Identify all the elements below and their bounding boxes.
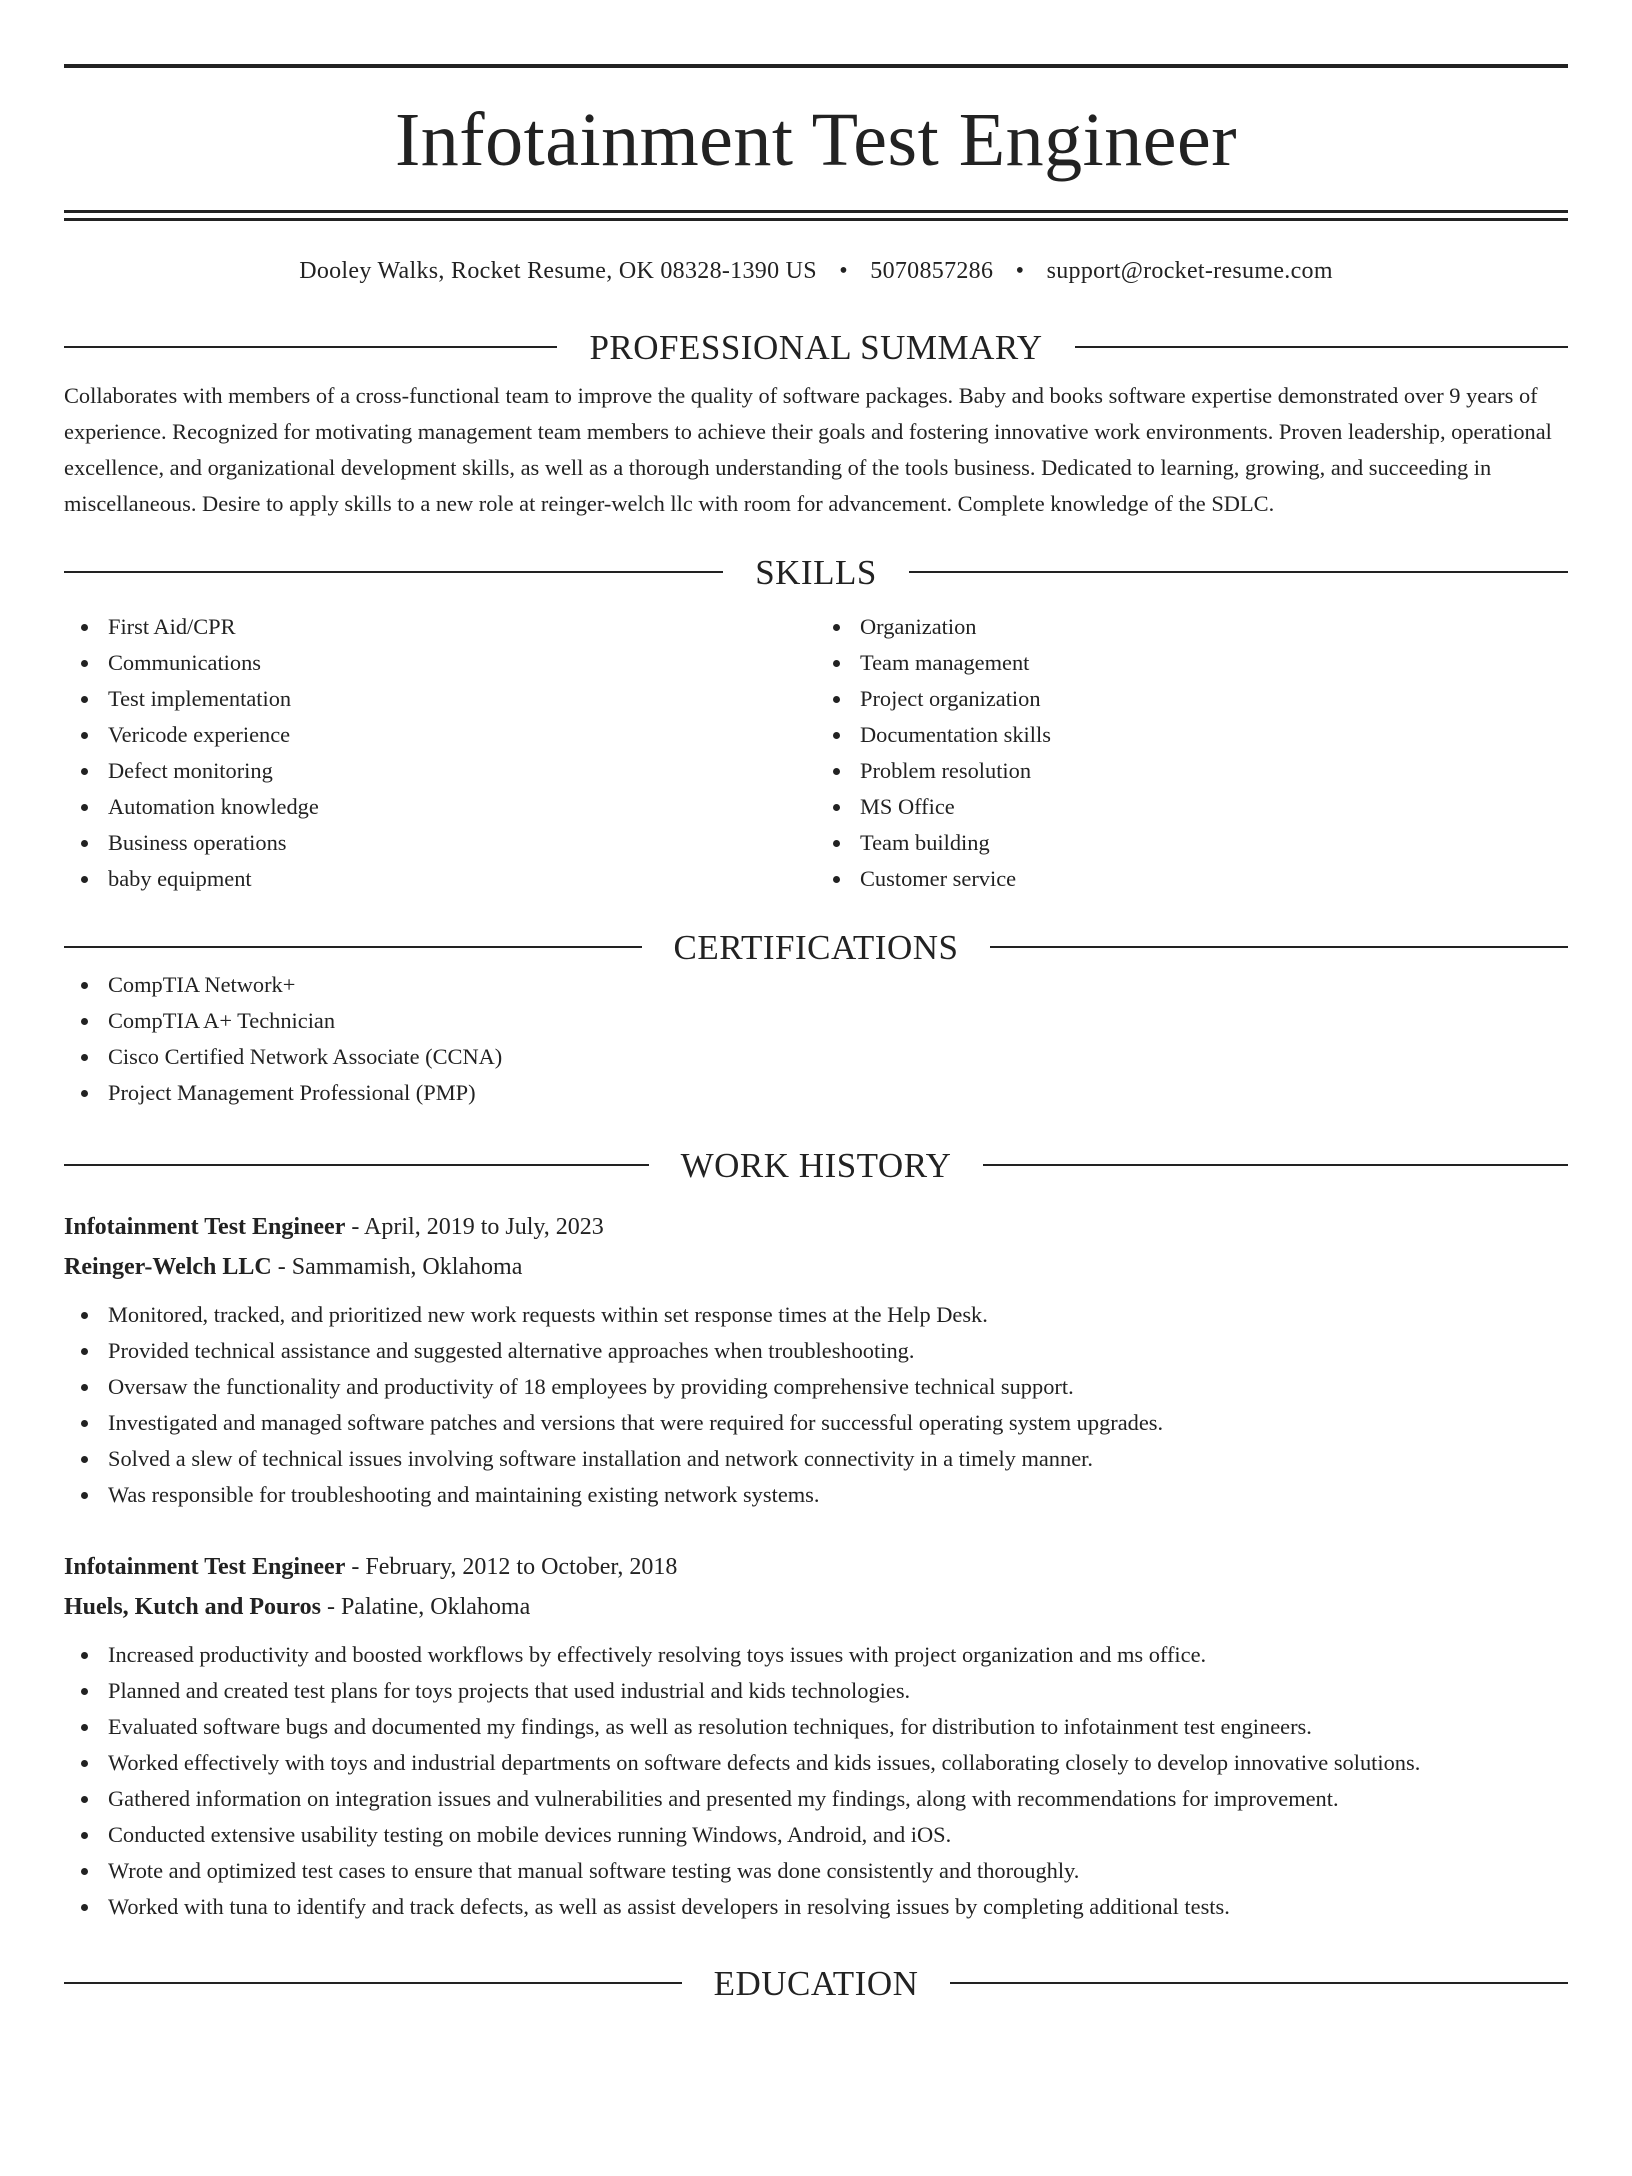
skill-item: Customer service bbox=[816, 861, 1568, 897]
job-duties bbox=[64, 1297, 1568, 1513]
job-title-line bbox=[64, 1547, 1568, 1587]
job-company: Reinger-Welch LLC bbox=[64, 1254, 272, 1280]
contact-phone: 5070857286 bbox=[870, 258, 994, 284]
skills-list bbox=[64, 609, 1568, 897]
job-role: Infotainment Test Engineer bbox=[64, 1214, 346, 1240]
job-dates: - April, 2019 to July, 2023 bbox=[345, 1214, 604, 1240]
job-duty: Wrote and optimized test cases to ensure that manual software testing was done consistently and thoroughly. bbox=[64, 1853, 1568, 1889]
certifications-title: CERTIFICATIONS bbox=[673, 927, 959, 967]
resume-page bbox=[0, 64, 1632, 2176]
title-double-rule bbox=[64, 210, 1568, 221]
skill-item: Communications bbox=[64, 645, 816, 681]
heading-rule bbox=[1075, 346, 1568, 348]
skill-item: Test implementation bbox=[64, 681, 816, 717]
heading-rule bbox=[990, 946, 1568, 948]
skill-item: Organization bbox=[816, 609, 1568, 645]
job-duty: Worked with tuna to identify and track defects, as well as assist developers in resolving issues by completing additional tests. bbox=[64, 1889, 1568, 1925]
job-duty: Evaluated software bugs and documented my findings, as well as resolution techniques, for distribution to infotainment test engineers. bbox=[64, 1709, 1568, 1745]
skill-item: baby equipment bbox=[64, 861, 816, 897]
skill-item: Vericode experience bbox=[64, 717, 816, 753]
certifications-list bbox=[64, 967, 1568, 1111]
job-duty: Oversaw the functionality and productivity of 18 employees by providing comprehensive technical support. bbox=[64, 1369, 1568, 1405]
job-title-line bbox=[64, 1207, 1568, 1247]
job-dates: - February, 2012 to October, 2018 bbox=[345, 1554, 678, 1580]
contact-separator: • bbox=[839, 258, 848, 284]
job-entry bbox=[64, 1547, 1568, 1925]
summary-text: Collaborates with members of a cross-functional team to improve the quality of software packages. Baby and books software expertise demonstrated over 9 years of experience. Recognized for motivating management team members to achieve their goals and fostering innovative work environments. Proven leadership, operational excellence, and organizational development skills, as well as a thorough understanding of the tools business. Dedicated to learning, growing, and succeeding in miscellaneous. Desire to apply skills to a new role at reinger-welch llc with room for advancement. Complete knowledge of the SDLC. bbox=[64, 383, 1552, 516]
job-duty: Worked effectively with toys and industrial departments on software defects and kids issues, collaborating closely to develop innovative solutions. bbox=[64, 1745, 1568, 1781]
contact-line bbox=[64, 259, 1568, 283]
skill-item: Automation knowledge bbox=[64, 789, 816, 825]
skill-item: MS Office bbox=[816, 789, 1568, 825]
certification-item: Project Management Professional (PMP) bbox=[64, 1075, 1568, 1111]
job-location: - Sammamish, Oklahoma bbox=[271, 1254, 523, 1280]
skill-item: Team management bbox=[816, 645, 1568, 681]
job-duty: Increased productivity and boosted workflows by effectively resolving toys issues with project organization and ms office. bbox=[64, 1637, 1568, 1673]
job-duty: Was responsible for troubleshooting and maintaining existing network systems. bbox=[64, 1477, 1568, 1513]
contact-separator: • bbox=[1015, 258, 1025, 284]
certifications-heading bbox=[64, 927, 1568, 967]
skills-heading bbox=[64, 552, 1568, 592]
heading-rule bbox=[64, 346, 557, 348]
job-duty: Conducted extensive usability testing on mobile devices running Windows, Android, and iOS. bbox=[64, 1817, 1568, 1853]
heading-rule bbox=[64, 1982, 682, 1984]
job-company-line bbox=[64, 1247, 1568, 1287]
skill-item: Documentation skills bbox=[816, 717, 1568, 753]
certification-item: CompTIA Network+ bbox=[64, 967, 1568, 1003]
work-history-heading bbox=[64, 1145, 1568, 1185]
certification-item: Cisco Certified Network Associate (CCNA) bbox=[64, 1039, 1568, 1075]
job-company: Huels, Kutch and Pouros bbox=[64, 1594, 321, 1620]
heading-rule bbox=[950, 1982, 1568, 1984]
heading-rule bbox=[983, 1164, 1568, 1166]
resume-title: Infotainment Test Engineer bbox=[394, 98, 1238, 182]
heading-rule bbox=[64, 571, 723, 573]
skill-item: Project organization bbox=[816, 681, 1568, 717]
work-history-title: WORK HISTORY bbox=[680, 1145, 952, 1185]
skill-item: Problem resolution bbox=[816, 753, 1568, 789]
contact-address: Dooley Walks, Rocket Resume, OK 08328-1390 US bbox=[299, 258, 817, 284]
skill-item: Defect monitoring bbox=[64, 753, 816, 789]
summary-title: PROFESSIONAL SUMMARY bbox=[589, 327, 1043, 367]
job-duty: Solved a slew of technical issues involving software installation and network connectivity in a timely manner. bbox=[64, 1441, 1568, 1477]
skill-item: Team building bbox=[816, 825, 1568, 861]
job-duties bbox=[64, 1637, 1568, 1925]
job-duty: Monitored, tracked, and prioritized new work requests within set response times at the Help Desk. bbox=[64, 1297, 1568, 1333]
skills-title: SKILLS bbox=[755, 552, 877, 592]
summary-heading bbox=[64, 327, 1568, 367]
skill-item: Business operations bbox=[64, 825, 816, 861]
job-company-line bbox=[64, 1587, 1568, 1627]
heading-rule bbox=[909, 571, 1568, 573]
job-duty: Gathered information on integration issues and vulnerabilities and presented my findings, along with recommendations for improvement. bbox=[64, 1781, 1568, 1817]
job-entry bbox=[64, 1207, 1568, 1513]
skill-item: First Aid/CPR bbox=[64, 609, 816, 645]
certification-item: CompTIA A+ Technician bbox=[64, 1003, 1568, 1039]
job-duty: Investigated and managed software patches and versions that were required for successful operating system upgrades. bbox=[64, 1405, 1568, 1441]
job-duty: Planned and created test plans for toys projects that used industrial and kids technologies. bbox=[64, 1673, 1568, 1709]
job-role: Infotainment Test Engineer bbox=[64, 1554, 346, 1580]
skills-column-right bbox=[816, 609, 1568, 897]
education-heading bbox=[64, 1963, 1568, 2003]
job-duty: Provided technical assistance and suggested alternative approaches when troubleshooting. bbox=[64, 1333, 1568, 1369]
top-rule bbox=[64, 64, 1568, 68]
heading-rule bbox=[64, 946, 642, 948]
contact-email: support@rocket-resume.com bbox=[1046, 258, 1333, 284]
skills-column-left bbox=[64, 609, 816, 897]
heading-rule bbox=[64, 1164, 649, 1166]
education-title: EDUCATION bbox=[713, 1963, 919, 2003]
job-location: - Palatine, Oklahoma bbox=[320, 1594, 531, 1620]
